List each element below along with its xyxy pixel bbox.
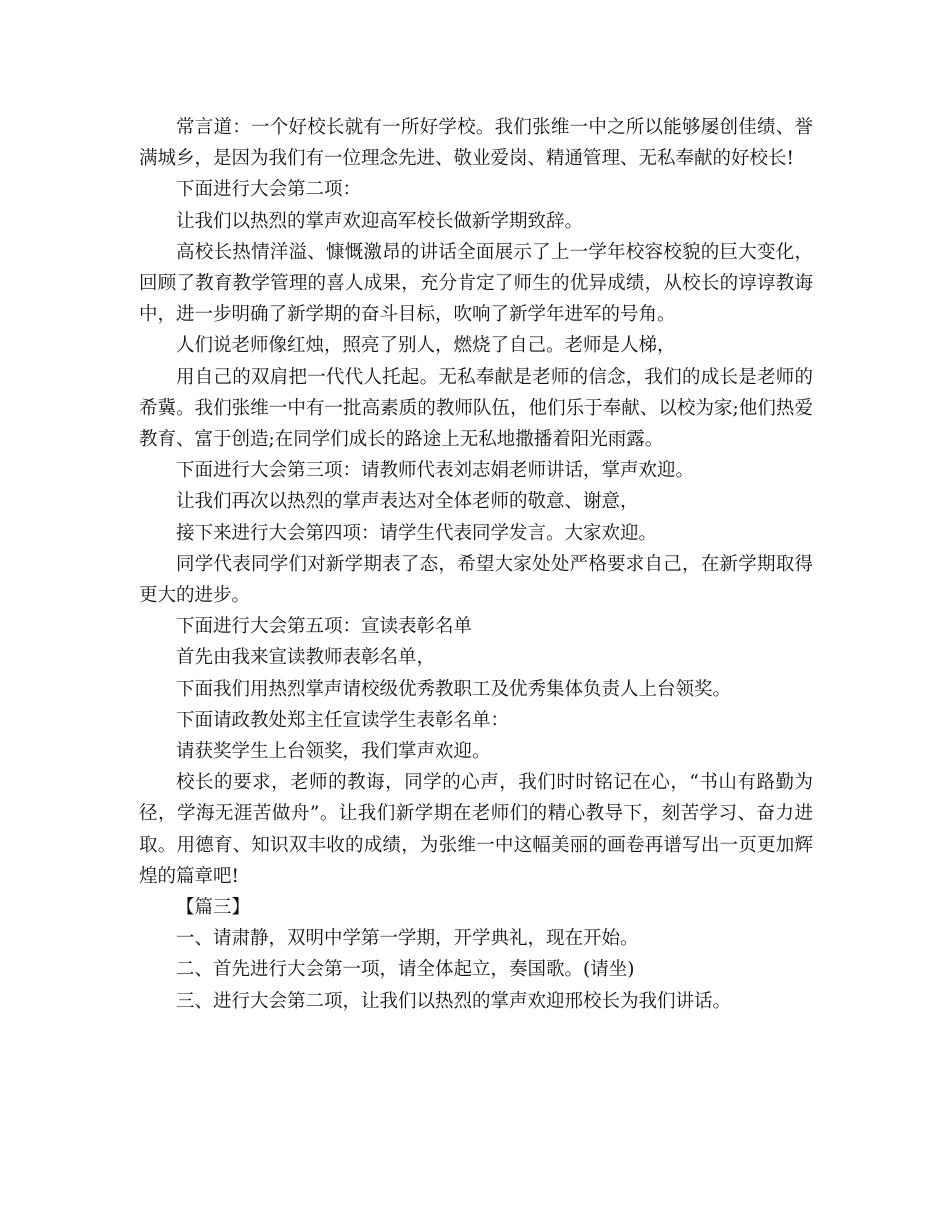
paragraph: 校长的要求，老师的教诲，同学的心声，我们时时铭记在心，“书山有路勤为径，学海无涯苦做舟”。让我们新学期在老师们的精心教导下，刻苦学习、奋力进取。用德育、知识双丰收的成绩，为张维一中这幅美丽的画卷再谱写出一页更加辉煌的篇章吧! — [139, 772, 813, 887]
paragraph: 让我们再次以热烈的掌声表达对全体老师的敬意、谢意， — [176, 491, 639, 513]
paragraph: 接下来进行大会第四项：请学生代表同学发言。大家欢迎。 — [176, 522, 658, 544]
document-body — [139, 112, 813, 1017]
paragraph: 请获奖学生上台领奖，我们掌声欢迎。 — [176, 741, 491, 763]
paragraph: 首先由我来宣读教师表彰名单， — [176, 647, 436, 669]
paragraph: 下面进行大会第三项：请教师代表刘志娟老师讲话，掌声欢迎。 — [176, 460, 695, 482]
paragraph: 常言道：一个好校长就有一所好学校。我们张维一中之所以能够屡创佳绩、誉满城乡，是因为我们有一位理念先进、敬业爱岗、精通管理、无私奉献的好校长! — [139, 117, 813, 170]
paragraph: 下面进行大会第二项： — [176, 179, 362, 201]
paragraph: 下面我们用热烈掌声请校级优秀教职工及优秀集体负责人上台领奖。 — [176, 678, 732, 700]
section-heading: 【篇三】 — [176, 897, 251, 919]
paragraph: 让我们以热烈的掌声欢迎高军校长做新学期致辞。 — [176, 210, 584, 232]
paragraph: 同学代表同学们对新学期表了态，希望大家处处严格要求自己，在新学期取得更大的进步。 — [139, 553, 813, 607]
paragraph: 二、首先进行大会第一项，请全体起立，奏国歌。(请坐) — [176, 959, 635, 981]
paragraph: 下面请政教处郑主任宣读学生表彰名单： — [176, 709, 510, 731]
paragraph: 三、进行大会第二项，让我们以热烈的掌声欢迎邢校长为我们讲话。 — [176, 990, 732, 1012]
paragraph: 一、请肃静，双明中学第一学期，开学典礼，现在开始。 — [176, 928, 639, 950]
paragraph: 高校长热情洋溢、慷慨激昂的讲话全面展示了上一学年校容校貌的巨大变化，回顾了教育教学管理的喜人成果，充分肯定了师生的优异成绩，从校长的谆谆教诲中，进一步明确了新学期的奋斗目标，吹响了新学年进军的号角。 — [139, 241, 813, 326]
paragraph: 用自己的双肩把一代代人托起。无私奉献是老师的信念，我们的成长是老师的希冀。我们张维一中有一批高素质的教师队伍，他们乐于奉献、以校为家;他们热爱教育、富于创造;在同学们成长的路途上无私地撒播着阳光雨露。 — [139, 366, 813, 451]
paragraph: 下面进行大会第五项：宣读表彰名单 — [176, 616, 473, 638]
paragraph: 人们说老师像红烛，照亮了别人，燃烧了自己。老师是人梯， — [176, 335, 676, 357]
